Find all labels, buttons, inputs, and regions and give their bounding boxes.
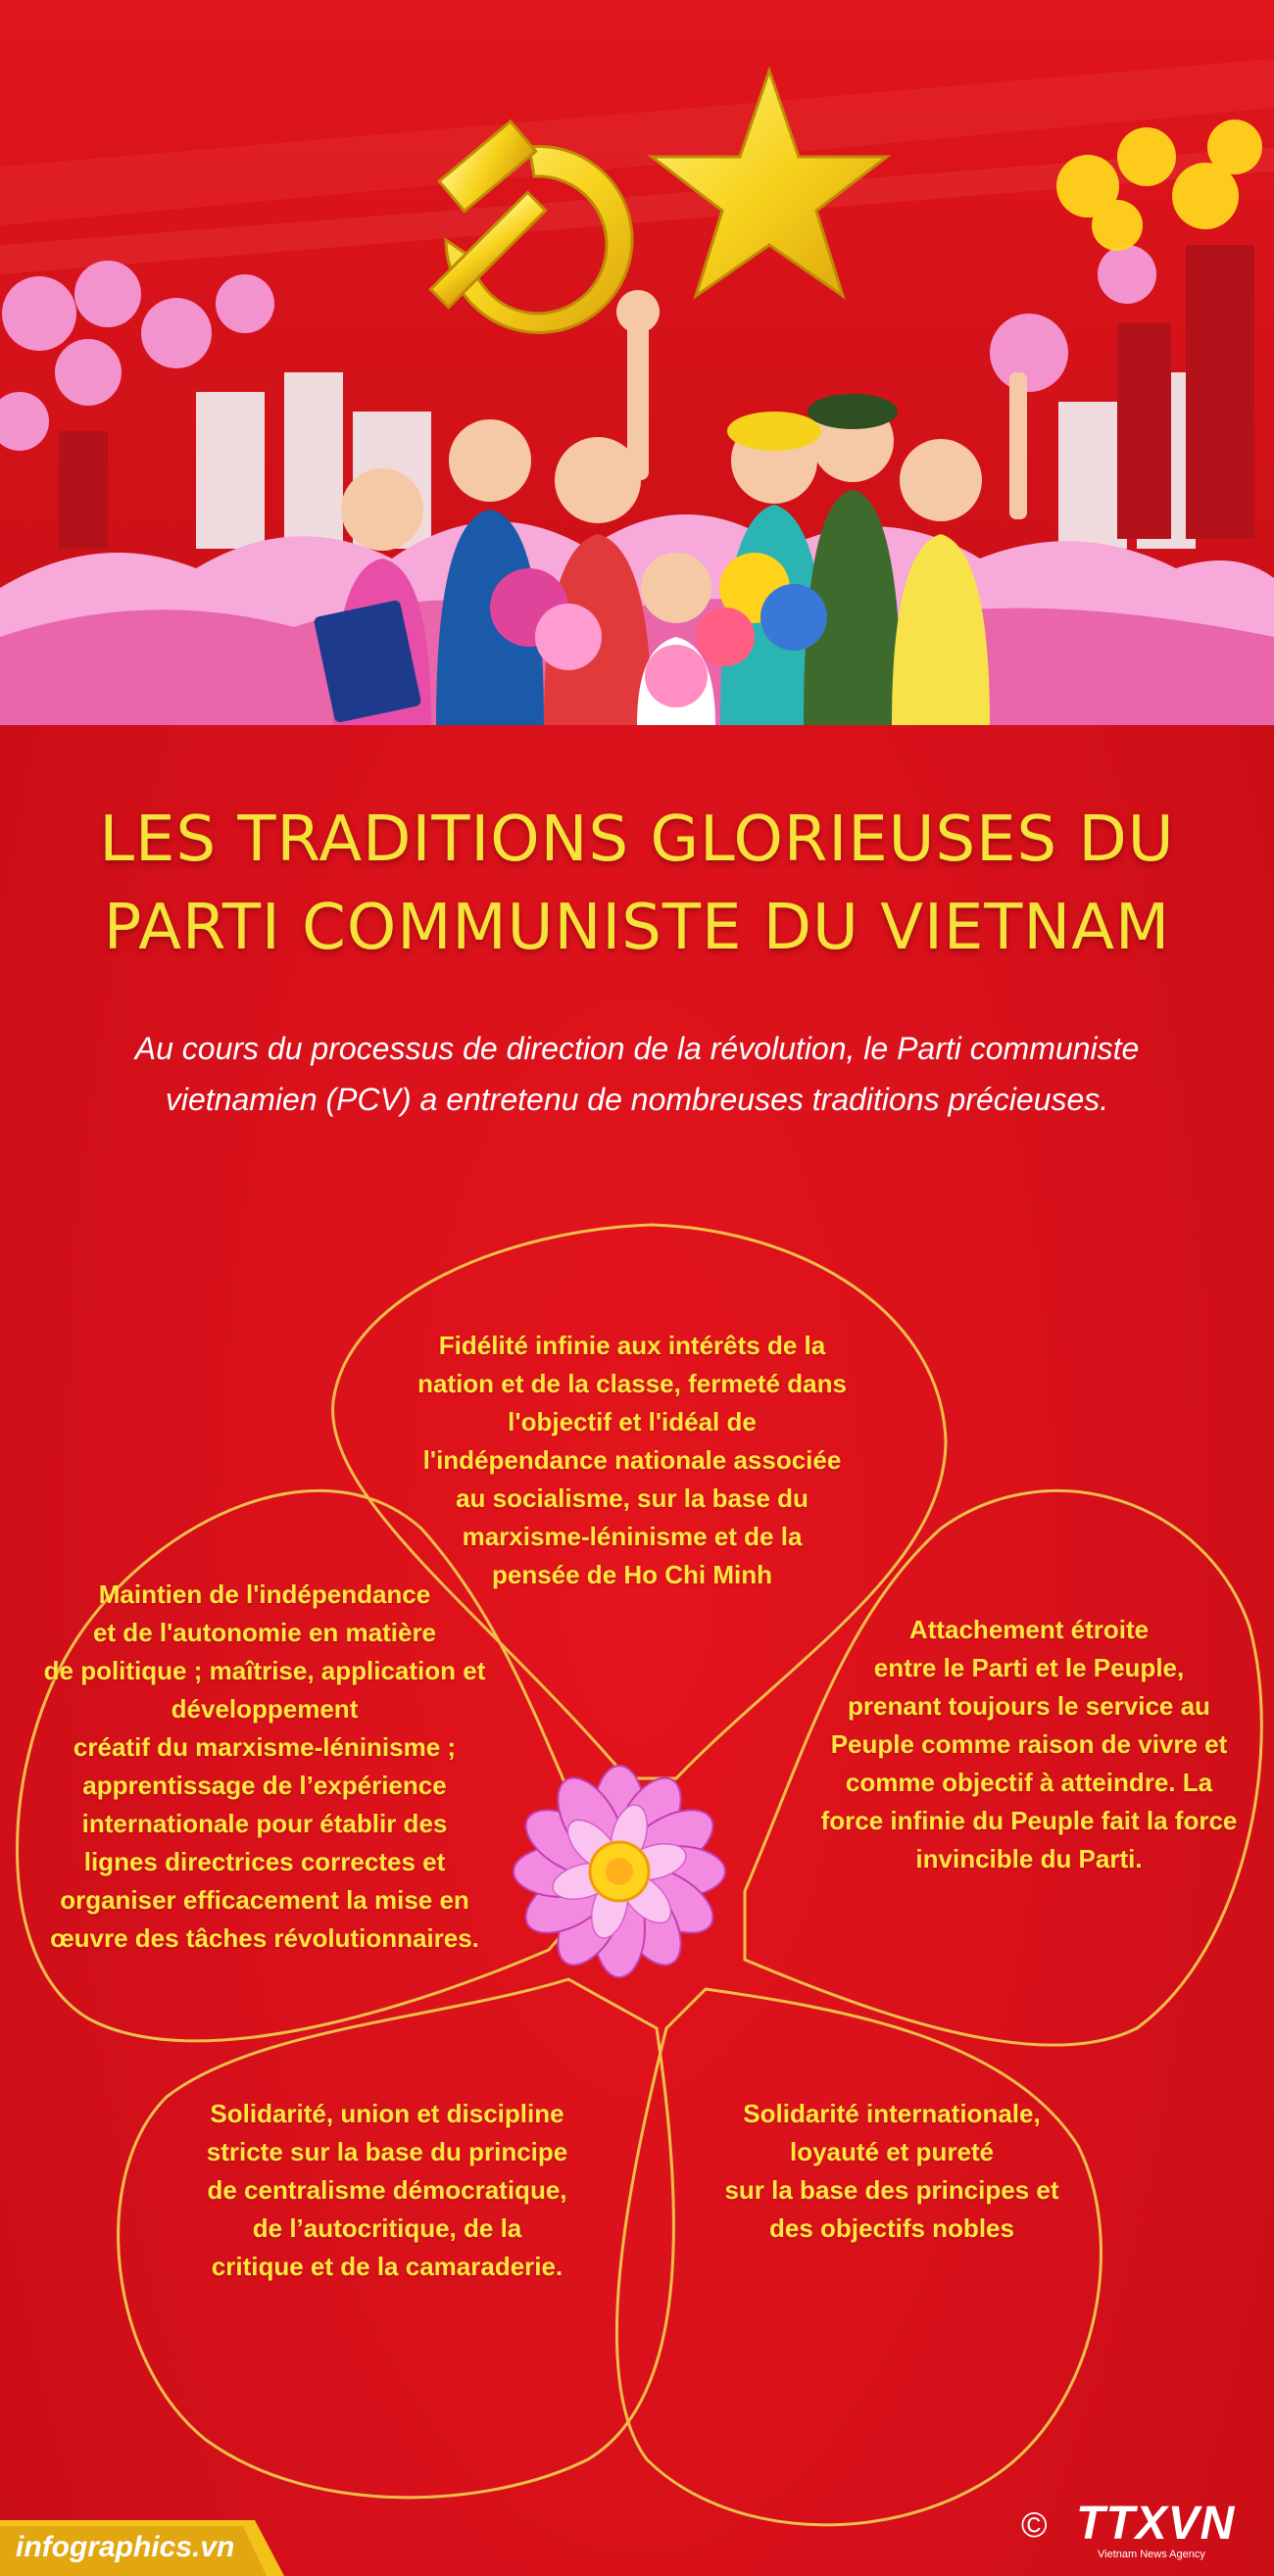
tradition-left: Maintien de l'indépendance et de l'autonomie en matière de politique ; maîtrise, application et développement créatif du marxisme-léninisme ; apprentissage de l’expérience internationale pour établir des lignes directrices correctes et organiser efficacement la mise en œuvre des tâches révolutionnaires. — [43, 1580, 486, 1953]
title-line-2: PARTI COMMUNISTE DU VIETNAM — [103, 892, 1171, 964]
tradition-bottom-left: Solidarité, union et discipline stricte sur la base du principe de centralisme démocratique, de l’autocritique, de la critique et de la camaraderie. — [206, 2099, 568, 2281]
lotus-icon — [514, 1766, 725, 1977]
tradition-bottom-right: Solidarité internationale, loyauté et pureté sur la base des principes et des objectifs nobles — [724, 2099, 1059, 2243]
traditions-flower — [0, 1205, 1274, 2557]
intro-line-2: vietnamien (PCV) a entretenu de nombreuses traditions précieuses. — [165, 1082, 1109, 1117]
footer-site-link[interactable]: infographics.vn — [16, 2531, 235, 2563]
petal-bottom-right — [616, 1989, 1101, 2525]
hero-illustration — [0, 0, 1274, 725]
intro-text — [88, 1023, 1186, 1125]
page-title — [0, 796, 1274, 972]
tradition-top: Fidélité infinie aux intérêts de la nation et de la classe, fermeté dans l'objectif et l'idéal de l'indépendance nationale associée au socialisme, sur la base du marxisme-léninisme et de la pensée de Ho Chi Minh — [417, 1331, 847, 1589]
agency-subtitle: Vietnam News Agency — [1098, 2549, 1205, 2560]
copyright-icon: © — [1021, 2504, 1048, 2545]
title-line-1: LES TRADITIONS GLORIEUSES DU — [99, 803, 1175, 876]
agency-logo: TTXVN — [1076, 2498, 1236, 2550]
tradition-right: Attachement étroite entre le Parti et le Peuple, prenant toujours le service au Peuple comme raison de vivre et comme objectif à atteindre. La force infinie du Peuple fait la force invincible du Parti. — [820, 1615, 1238, 1873]
intro-line-1: Au cours du processus de direction de la révolution, le Parti communiste — [134, 1031, 1140, 1066]
